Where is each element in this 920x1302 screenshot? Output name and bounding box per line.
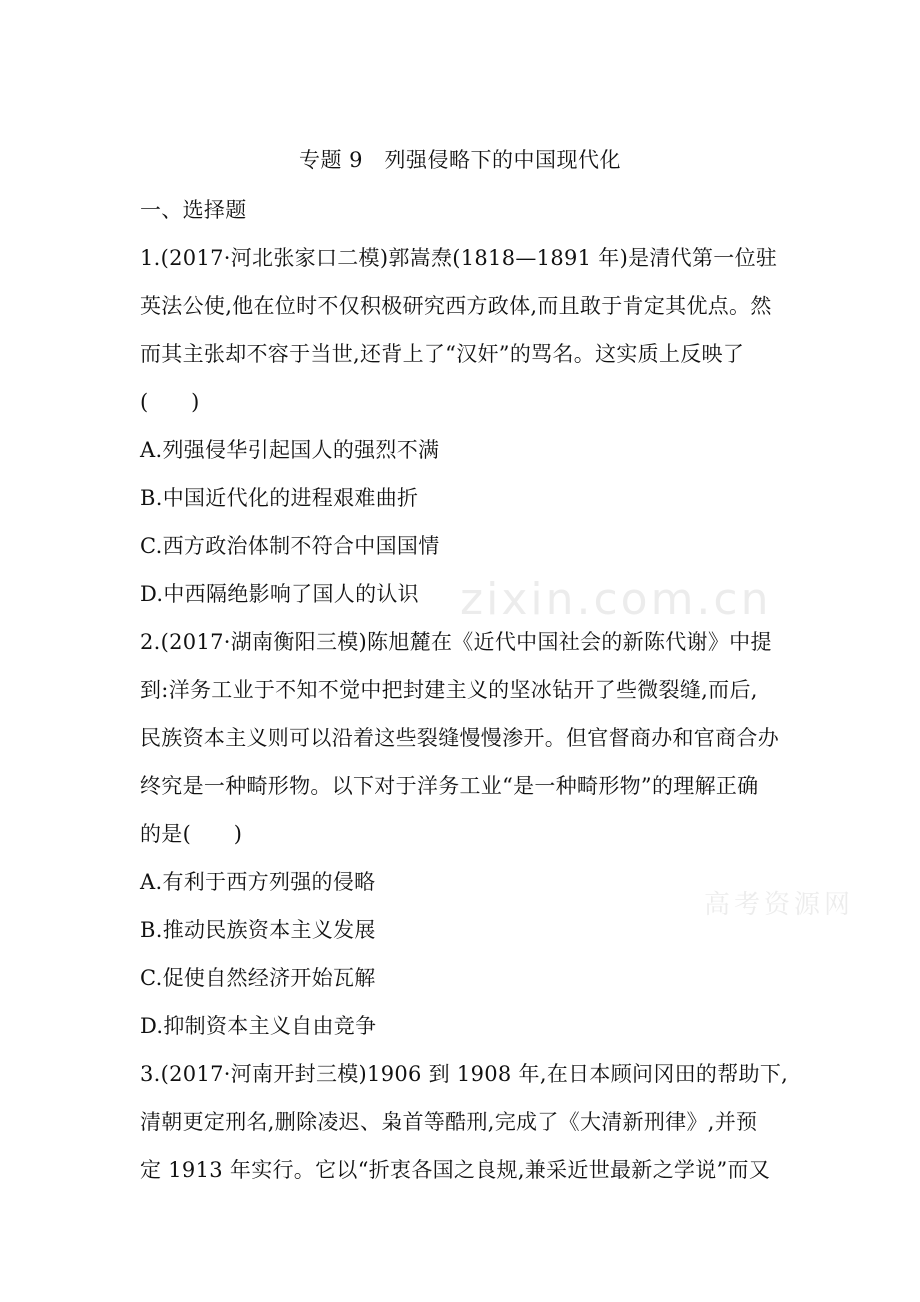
question-2-option-a: A.有利于西方列强的侵略 xyxy=(140,870,376,894)
question-3-line-3: 定 1913 年实行。它以“折衷各国之良规,兼采近世最新之学说”而又 xyxy=(140,1158,771,1182)
question-2-line-5: 的是( ) xyxy=(140,822,243,846)
watermark-text-secondary: 高考资源网 xyxy=(704,890,855,920)
question-3-line-1: 3.(2017·河南开封三模)1906 到 1908 年,在日本顾问冈田的帮助下, xyxy=(140,1062,789,1086)
question-1-option-c: C.西方政治体制不符合中国国情 xyxy=(140,534,440,558)
question-1-answer-bracket: ( ) xyxy=(140,390,200,414)
question-2-line-2: 到:洋务工业于不知不觉中把封建主义的坚冰钻开了些微裂缝,而后, xyxy=(140,678,758,702)
question-1-line-2: 英法公使,他在位时不仅积极研究西方政体,而且敢于肯定其优点。然 xyxy=(140,294,772,318)
question-2-option-c: C.促使自然经济开始瓦解 xyxy=(140,966,376,990)
question-3-line-2: 清朝更定刑名,删除凌迟、枭首等酷刑,完成了《大清新刑律》,并预 xyxy=(140,1110,758,1134)
question-1-line-3: 而其主张却不容于当世,还背上了“汉奸”的骂名。这实质上反映了 xyxy=(140,342,745,366)
page-title: 专题 9 列强侵略下的中国现代化 xyxy=(298,148,622,172)
question-2-option-d: D.抑制资本主义自由竞争 xyxy=(140,1014,377,1038)
watermark-text: zixin.com.cn xyxy=(460,574,772,625)
question-1-line-1: 1.(2017·河北张家口二模)郭嵩焘(1818—1891 年)是清代第一位驻 xyxy=(140,246,778,270)
question-2-line-3: 民族资本主义则可以沿着这些裂缝慢慢渗开。但官督商办和官商合办 xyxy=(140,726,779,750)
question-2-line-4: 终究是一种畸形物。以下对于洋务工业“是一种畸形物”的理解正确 xyxy=(140,774,759,798)
question-1-option-d: D.中西隔绝影响了国人的认识 xyxy=(140,582,419,606)
question-1-option-b: B.中国近代化的进程艰难曲折 xyxy=(140,486,419,510)
question-2-line-1: 2.(2017·湖南衡阳三模)陈旭麓在《近代中国社会的新陈代谢》中提 xyxy=(140,630,772,654)
section-heading: 一、选择题 xyxy=(140,198,247,222)
question-2-option-b: B.推动民族资本主义发展 xyxy=(140,918,376,942)
question-1-option-a: A.列强侵华引起国人的强烈不满 xyxy=(140,438,440,462)
